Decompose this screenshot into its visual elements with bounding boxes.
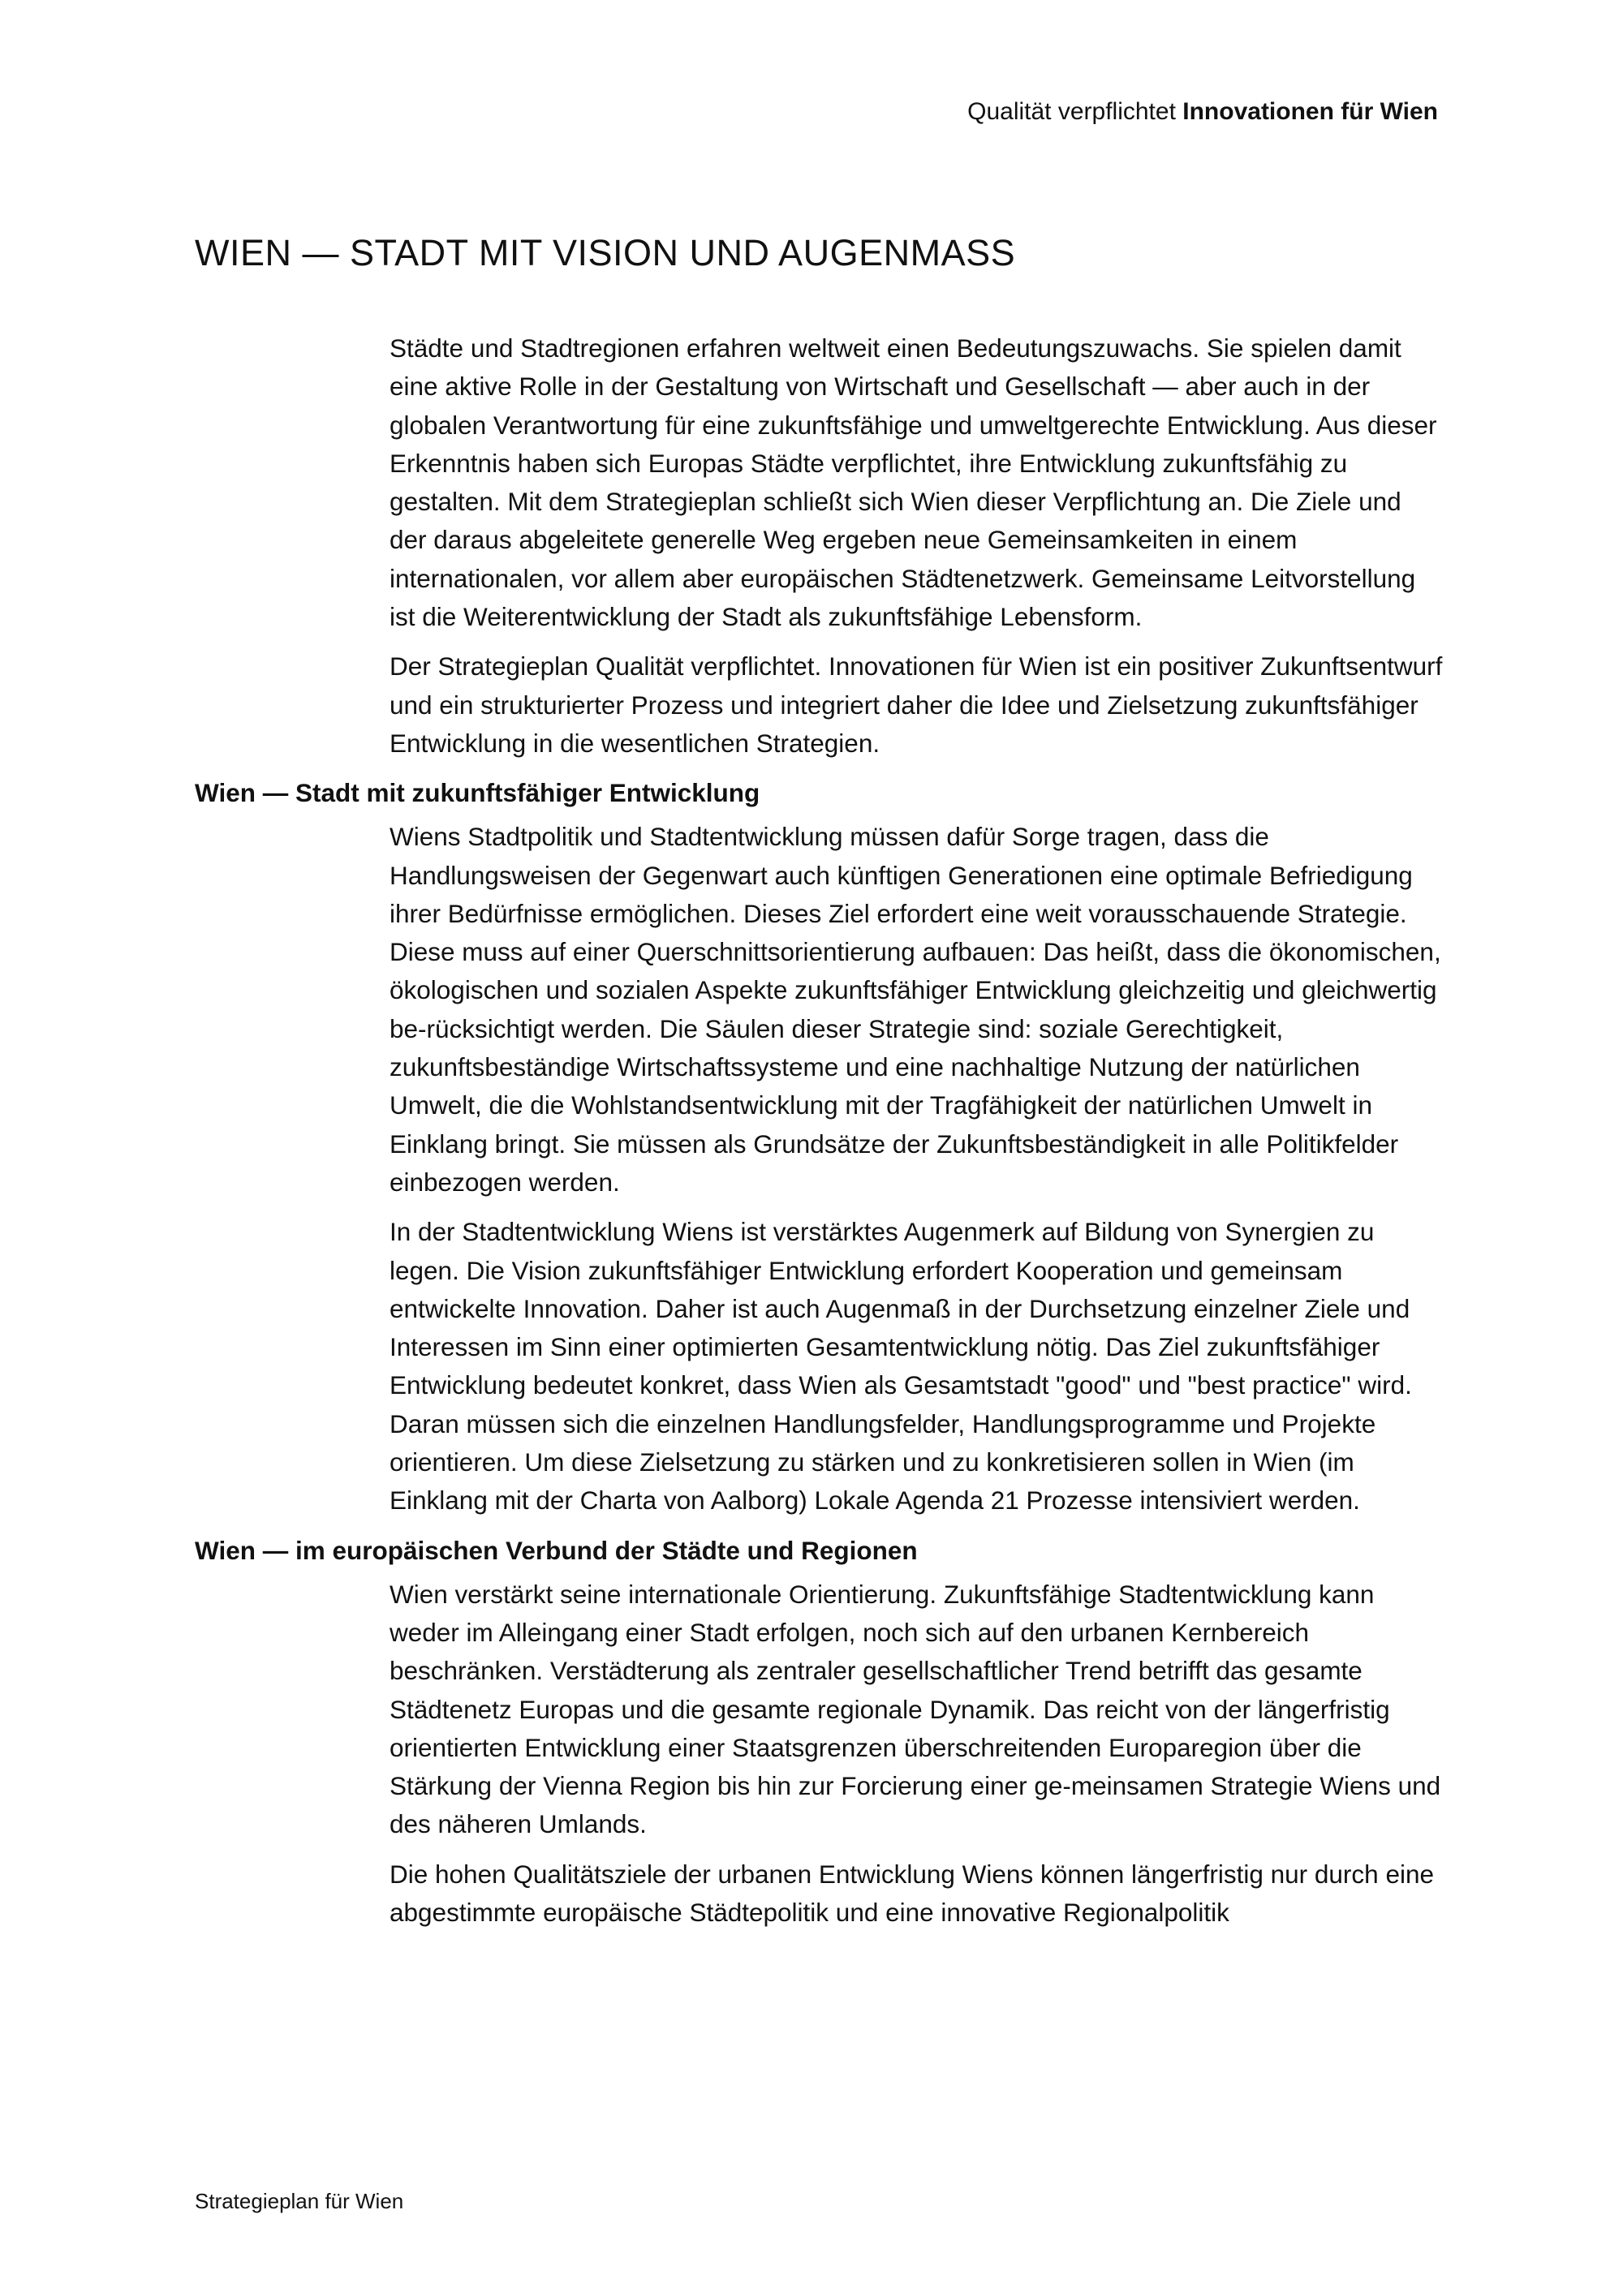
european-paragraph-2: Die hohen Qualitätsziele der urbanen Entwicklung Wiens können längerfristig nur durch eine abgestimmte europäische Städtepolitik und eine innovative Regionalpolitik [390,1859,1434,1927]
page-title: WIEN — STADT MIT VISION UND AUGENMASS [195,232,1016,273]
european-paragraph-1: Wien verstärkt seine internationale Orientierung. Zukunftsfähige Stadtentwicklung kann weder im Alleingang einer Stadt erfolgen, noch sich auf den urbanen Kernbereich beschränken. Verstädterung als zentraler gesellschaftlicher Trend betrifft das gesamte Städtenetz Europas und die gesamte regionale Dynamik. Das reicht von der längerfristig orientierten Entwicklung einer Staatsgrenzen überschreitenden Europaregion über die Stärkung der Vienna Region bis hin zur Forcierung einer ge-meinsamen Strategie Wiens und des näheren Umlands. [390,1579,1441,1839]
sustainable-paragraph-1: Wiens Stadtpolitik und Stadtentwicklung müssen dafür Sorge tragen, dass die Handlungsweisen der Gegenwart auch künftigen Generationen eine optimale Befriedigung ihrer Bedürfnisse ermöglichen. Dieses Ziel erfordert eine weit vorausschauende Strategie. Diese muss auf einer Querschnittsorientierung aufbauen: Das heißt, dass die ökonomischen, ökologischen und sozialen Aspekte zukunftsfähiger Entwicklung gleichzeitig und gleichwertig be-rücksichtigt werden. Die Säulen dieser Strategie sind: soziale Gerechtigkeit, zukunftsbeständige Wirtschaftssysteme und eine nachhaltige Nutzung der natürlichen Umwelt, die die Wohlstandsentwicklung mit der Tragfähigkeit der natürlichen Umwelt in Einklang bringt. Sie müssen als Grundsätze der Zukunftsbeständigkeit in alle Politikfelder einbezogen werden. [390,822,1441,1197]
header-prefix: Qualität verpflichtet [967,98,1176,125]
running-header [967,96,1438,128]
section-heading-sustainable-development: Wien — Stadt mit zukunftsfähiger Entwicklung [195,778,760,808]
intro-paragraph-1: Städte und Stadtregionen erfahren weltweit einen Bedeutungszuwachs. Sie spielen damit eine aktive Rolle in der Gestaltung von Wirtschaft und Gesellschaft — aber auch in der globalen Verantwortung für eine zukunftsfähige und umweltgerechte Entwicklung. Aus dieser Erkenntnis haben sich Europas Städte verpflichtet, ihre Entwicklung zukunftsfähig zu gestalten. Mit dem Strategieplan schließt sich Wien dieser Verpflichtung an. Die Ziele und der daraus abgeleitete generelle Weg ergeben neue Gemeinsamkeiten in einem internationalen, vor allem aber europäischen Städtenetzwerk. Gemeinsame Leitvorstellung ist die Weiterentwicklung der Stadt als zukunftsfähige Lebensform. [390,333,1437,632]
document-body [195,329,1444,1943]
section-heading-european-network: Wien — im europäischen Verbund der Städte und Regionen [195,1535,918,1565]
sustainable-paragraph-2: In der Stadtentwicklung Wiens ist verstärktes Augenmerk auf Bildung von Synergien zu legen. Die Vision zukunftsfähiger Entwicklung erfordert Kooperation und gemeinsam entwickelte Innovation. Daher ist auch Augenmaß in der Durchsetzung einzelner Ziele und Interessen im Sinn einer optimierten Gesamtentwicklung nötig. Das Ziel zukunftsfähiger Entwicklung bedeutet konkret, dass Wien als Gesamtstadt "good" und "best practice" wird. Daran müssen sich die einzelnen Handlungsfelder, Handlungsprogramme und Projekte orientieren. Um diese Zielsetzung zu stärken und zu konkretisieren sollen in Wien (im Einklang mit der Charta von Aalborg) Lokale Agenda 21 Prozesse intensiviert werden. [390,1217,1412,1516]
intro-paragraph-2: Der Strategieplan Qualität verpflichtet. Innovationen für Wien ist ein positiver Zukunftsentwurf und ein strukturierter Prozess und integriert daher die Idee und Zielsetzung zukunftsfähiger Entwicklung in die wesentlichen Strategien. [390,651,1443,758]
page-footer: Strategieplan für Wien [195,2189,404,2213]
header-bold: Innovationen für Wien [1182,98,1438,125]
